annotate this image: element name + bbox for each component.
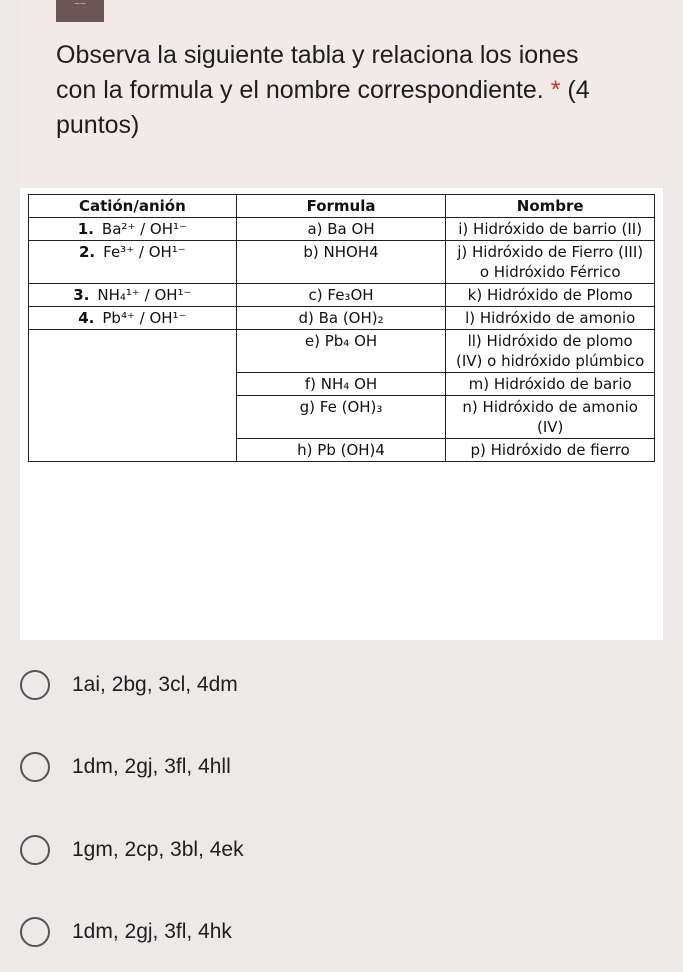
formula-cell: h) Pb (OH)4 bbox=[236, 439, 446, 462]
table-row bbox=[29, 241, 655, 284]
cation-cell bbox=[29, 307, 237, 330]
cation-number: 4. bbox=[78, 309, 95, 327]
table-row bbox=[29, 330, 655, 373]
cation-ion: Pb⁴⁺ / OH¹⁻ bbox=[102, 309, 187, 327]
table-row bbox=[29, 218, 655, 241]
formula-cell: c) Fe₃OH bbox=[236, 284, 446, 307]
radio-button[interactable] bbox=[20, 835, 50, 865]
required-mark: * bbox=[550, 76, 561, 104]
formula-cell: g) Fe (OH)₃ bbox=[236, 396, 446, 439]
option-3[interactable] bbox=[20, 830, 620, 870]
header-name: Nombre bbox=[446, 195, 655, 218]
radio-button[interactable] bbox=[20, 752, 50, 782]
formula-cell: d) Ba (OH)₂ bbox=[236, 307, 446, 330]
cation-cell bbox=[29, 241, 237, 284]
cation-ion: Fe³⁺ / OH¹⁻ bbox=[103, 243, 186, 261]
formula-cell: a) Ba OH bbox=[236, 218, 446, 241]
cation-ion: Ba²⁺ / OH¹⁻ bbox=[101, 220, 187, 238]
option-2[interactable] bbox=[20, 747, 620, 787]
name-cell: j) Hidróxido de Fierro (III) o Hidróxido Férrico bbox=[446, 241, 655, 284]
ions-table bbox=[28, 194, 655, 462]
option-label[interactable]: 1dm, 2gj, 3fl, 4hk bbox=[72, 920, 232, 943]
formula-cell: b) NHOH4 bbox=[236, 241, 446, 284]
name-cell: ll) Hidróxido de plomo (IV) o hidróxido plúmbico bbox=[446, 330, 655, 373]
question-text: Observa la siguiente tabla y relaciona los iones con la formula y el nombre correspondiente. bbox=[56, 41, 579, 104]
option-label[interactable]: 1ai, 2bg, 3cl, 4dm bbox=[72, 673, 238, 696]
option-4[interactable] bbox=[20, 912, 620, 952]
table-row bbox=[29, 284, 655, 307]
formula-cell: e) Pb₄ OH bbox=[236, 330, 446, 373]
option-1[interactable] bbox=[20, 665, 620, 705]
name-cell: m) Hidróxido de bario bbox=[446, 373, 655, 396]
question-image bbox=[20, 188, 663, 640]
points-label: (4 puntos) bbox=[56, 76, 590, 139]
option-label[interactable]: 1dm, 2gj, 3fl, 4hll bbox=[72, 755, 231, 778]
radio-button[interactable] bbox=[20, 670, 50, 700]
radio-button[interactable] bbox=[20, 917, 50, 947]
empty-cation-cell bbox=[29, 330, 237, 462]
formula-cell: f) NH₄ OH bbox=[236, 373, 446, 396]
cation-number: 1. bbox=[77, 220, 94, 238]
cation-number: 3. bbox=[73, 286, 90, 304]
table-row bbox=[29, 307, 655, 330]
header-formula: Formula bbox=[236, 195, 446, 218]
question-title bbox=[56, 38, 616, 143]
header-tab: ~~ bbox=[56, 0, 104, 22]
name-cell: i) Hidróxido de barrio (II) bbox=[446, 218, 655, 241]
name-cell: k) Hidróxido de Plomo bbox=[446, 284, 655, 307]
cation-cell bbox=[29, 284, 237, 307]
option-label[interactable]: 1gm, 2cp, 3bl, 4ek bbox=[72, 838, 244, 861]
name-cell: p) Hidróxido de fierro bbox=[446, 439, 655, 462]
cation-number: 2. bbox=[79, 243, 96, 261]
cation-ion: NH₄¹⁺ / OH¹⁻ bbox=[97, 286, 192, 304]
name-cell: l) Hidróxido de amonio bbox=[446, 307, 655, 330]
name-cell: n) Hidróxido de amonio (IV) bbox=[446, 396, 655, 439]
table-header-row bbox=[29, 195, 655, 218]
header-cation: Catión/anión bbox=[29, 195, 237, 218]
cation-cell bbox=[29, 218, 237, 241]
